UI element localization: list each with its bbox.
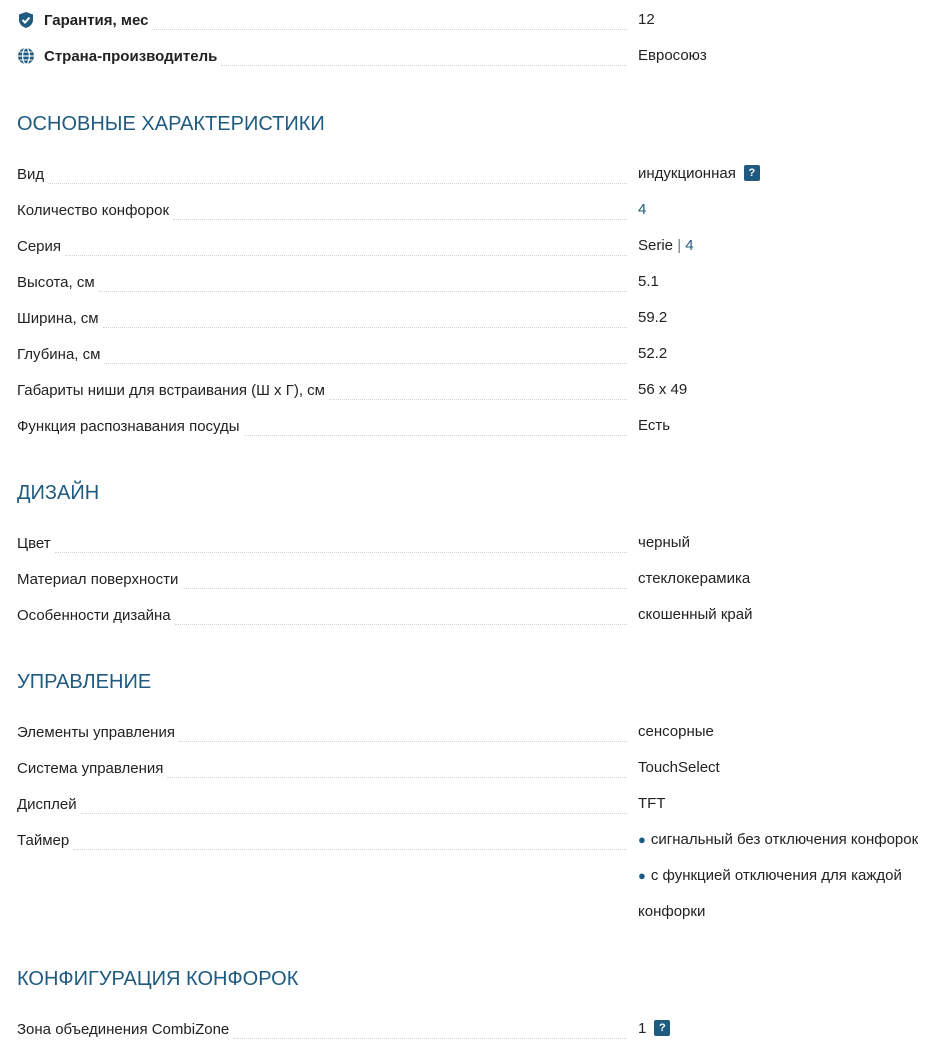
spec-row: [0, 531, 948, 555]
dotted-leader: [182, 588, 627, 589]
spec-row-timer-cont: [0, 864, 948, 888]
spec-row: [0, 414, 948, 438]
spec-value-link[interactable]: 4: [638, 201, 647, 218]
section-title-main: ОСНОВНЫЕ ХАРАКТЕРИСТИКИ: [17, 113, 325, 135]
dotted-leader: [73, 849, 627, 850]
bullet-icon: ●: [638, 868, 646, 883]
series-number[interactable]: 4: [685, 237, 694, 254]
spec-label: Глубина, см: [17, 346, 104, 363]
spec-label: Цвет: [17, 535, 55, 552]
dotted-leader: [167, 777, 627, 778]
spec-label: Система управления: [17, 760, 167, 777]
dotted-leader: [152, 29, 627, 30]
spec-label: Таймер: [17, 832, 73, 849]
timer-option-wrap: конфорки: [638, 903, 706, 920]
spec-value: сенсорные: [638, 723, 714, 740]
spec-label: Высота, см: [17, 274, 99, 291]
spec-value-item: [638, 864, 902, 888]
spec-value-text: индукционная: [638, 165, 736, 182]
dotted-leader: [329, 399, 627, 400]
dotted-leader: [99, 291, 627, 292]
spec-row: [0, 567, 948, 591]
spec-value: Есть: [638, 417, 671, 434]
spec-value: [638, 234, 694, 258]
spec-row-timer-cont: [0, 900, 948, 924]
spec-value: TFT: [638, 795, 666, 812]
spec-value: Евросоюз: [638, 47, 707, 64]
spec-value: 59.2: [638, 309, 668, 326]
spec-row-warranty: [0, 8, 948, 32]
spec-row: [0, 792, 948, 816]
dotted-leader: [48, 183, 627, 184]
dotted-leader: [175, 624, 627, 625]
spec-value: 52.2: [638, 345, 668, 362]
spec-label: Ширина, см: [17, 310, 103, 327]
timer-option: с функцией отключения для каждой: [650, 867, 902, 884]
spec-label: Серия: [17, 238, 65, 255]
spec-label: Особенности дизайна: [17, 607, 175, 624]
spec-label: Дисплей: [17, 796, 81, 813]
spec-row: [0, 198, 948, 222]
section-title-design: ДИЗАЙН: [17, 482, 100, 504]
dotted-leader: [173, 219, 627, 220]
spec-label: Гарантия, мес: [44, 12, 152, 29]
bullet-icon: ●: [638, 832, 646, 847]
timer-option: сигнальный без отключения конфорок: [650, 831, 919, 848]
spec-row: [0, 603, 948, 627]
spec-label: Функция распознавания посуды: [17, 418, 244, 435]
dotted-leader: [81, 813, 627, 814]
spec-row: [0, 342, 948, 366]
spec-row: [0, 378, 948, 402]
help-button[interactable]: ?: [744, 165, 760, 181]
spec-value: скошенный край: [638, 606, 753, 623]
spec-value: TouchSelect: [638, 759, 720, 776]
spec-row: [0, 720, 948, 744]
shield-check-icon: [17, 11, 35, 29]
section-title-burners: КОНФИГУРАЦИЯ КОНФОРОК: [17, 968, 299, 990]
spec-value-item: [638, 828, 918, 852]
help-button[interactable]: ?: [654, 1020, 670, 1036]
dotted-leader: [65, 255, 627, 256]
spec-label: Материал поверхности: [17, 571, 182, 588]
globe-icon: [17, 47, 35, 65]
dotted-leader: [179, 741, 627, 742]
spec-label: Количество конфорок: [17, 202, 173, 219]
spec-row: [0, 306, 948, 330]
spec-row-timer: [0, 828, 948, 852]
spec-value: 56 x 49: [638, 381, 688, 398]
dotted-leader: [103, 327, 627, 328]
spec-label: Элементы управления: [17, 724, 179, 741]
dotted-leader: [221, 65, 627, 66]
section-title-controls: УПРАВЛЕНИЕ: [17, 671, 152, 693]
spec-value: черный: [638, 534, 690, 551]
spec-row-country: [0, 44, 948, 68]
spec-value: 12: [638, 11, 655, 28]
series-separator: |: [677, 237, 682, 254]
dotted-leader: [233, 1038, 627, 1039]
spec-row: [0, 162, 948, 186]
dotted-leader: [104, 363, 627, 364]
spec-value: [638, 162, 760, 186]
spec-label: Габариты ниши для встраивания (Ш х Г), см: [17, 382, 329, 399]
spec-value: стеклокерамика: [638, 570, 751, 587]
spec-label: Вид: [17, 166, 48, 183]
spec-value: [638, 1017, 670, 1041]
dotted-leader: [244, 435, 627, 436]
spec-value: 5.1: [638, 273, 659, 290]
spec-row: [0, 1017, 948, 1041]
spec-row: [0, 234, 948, 258]
spec-label: Зона объединения CombiZone: [17, 1021, 233, 1038]
series-name[interactable]: Serie: [638, 237, 674, 254]
spec-row: [0, 756, 948, 780]
spec-value-text: 1: [638, 1020, 647, 1037]
dotted-leader: [55, 552, 627, 553]
spec-row: [0, 270, 948, 294]
spec-label: Страна-производитель: [44, 48, 221, 65]
